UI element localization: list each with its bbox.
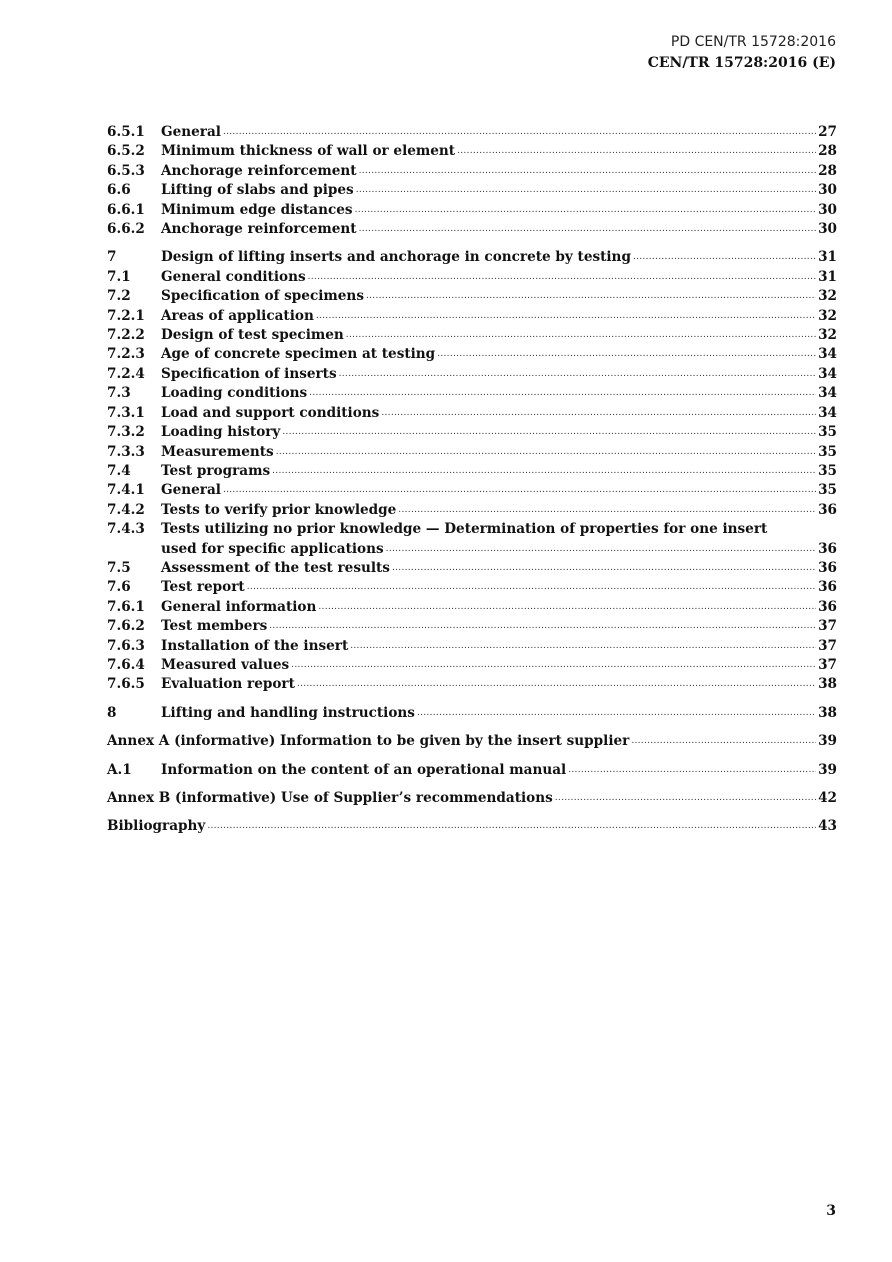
toc-title: Loading conditions: [161, 385, 308, 402]
toc-page: 34: [818, 346, 837, 363]
toc-entry-7-3[interactable]: [107, 384, 837, 403]
toc-page: 28: [818, 162, 837, 179]
toc-leader: [457, 142, 816, 161]
toc-number: 7.6: [107, 579, 131, 596]
toc-leader: [346, 326, 816, 345]
toc-number: 6.5.2: [107, 143, 145, 160]
toc-title: Assessment of the test results: [161, 559, 390, 576]
toc-entry-a-1[interactable]: [107, 761, 837, 780]
table-of-contents: [107, 123, 837, 837]
toc-leader: [398, 501, 816, 520]
toc-title: Specification of specimens: [161, 288, 364, 305]
toc-title: General: [161, 482, 221, 499]
toc-number: 7.2.4: [107, 365, 145, 382]
toc-leader: [392, 559, 816, 578]
toc-number: 7.2: [107, 288, 131, 305]
toc-entry-6-5-1[interactable]: [107, 123, 837, 142]
toc-number: 7.6.3: [107, 637, 145, 654]
toc-leader: [247, 578, 816, 597]
toc-page: 42: [818, 790, 837, 806]
toc-title: Design of lifting inserts and anchorage in concrete by testing: [161, 249, 631, 266]
toc-page: 31: [818, 249, 837, 266]
toc-title: Evaluation report: [161, 676, 295, 693]
toc-number: 7.1: [107, 268, 131, 285]
toc-title: Lifting of slabs and pipes: [161, 182, 354, 199]
toc-entry-7-5[interactable]: [107, 559, 837, 578]
toc-entry-6-5-2[interactable]: [107, 142, 837, 161]
toc-title: Bibliography: [107, 818, 206, 835]
toc-entry-6-6[interactable]: [107, 181, 837, 200]
toc-page: 30: [818, 182, 837, 199]
toc-title: Specification of inserts: [161, 365, 337, 382]
toc-page: 36: [818, 540, 837, 557]
toc-title: Installation of the insert: [161, 637, 349, 654]
toc-number: 6.6.1: [107, 201, 145, 218]
toc-page: 37: [818, 637, 837, 654]
toc-leader: [318, 598, 816, 617]
toc-entry-7-6-5[interactable]: [107, 675, 837, 694]
toc-entry-7-6-3[interactable]: [107, 637, 837, 656]
toc-page: 39: [818, 733, 837, 750]
toc-page: 35: [818, 424, 837, 441]
toc-entry-7-1[interactable]: [107, 268, 837, 287]
toc-number: 7.2.1: [107, 307, 145, 324]
toc-leader: [223, 481, 816, 500]
toc-page: 43: [818, 818, 837, 835]
toc-entry-annex-b[interactable]: [107, 789, 837, 808]
toc-page: 35: [818, 482, 837, 499]
toc-entry-7-3-3[interactable]: [107, 443, 837, 462]
toc-number: 7.6.5: [107, 676, 145, 693]
toc-leader: [366, 287, 816, 306]
toc-number: 7.4.1: [107, 482, 145, 499]
toc-entry-bibliography[interactable]: [107, 817, 837, 836]
toc-leader: [359, 162, 816, 181]
toc-entry-7-6-4[interactable]: [107, 656, 837, 675]
toc-page: 35: [818, 443, 837, 460]
toc-leader: [631, 732, 816, 751]
toc-title: Age of concrete specimen at testing: [161, 346, 436, 363]
toc-entry-7-4-1[interactable]: [107, 481, 837, 500]
toc-title: Loading history: [161, 424, 281, 441]
toc-entry-7-6[interactable]: [107, 578, 837, 597]
toc-number: 7: [107, 249, 117, 266]
toc-page: 32: [818, 288, 837, 305]
header-document-code: CEN/TR 15728:2016 (E): [647, 55, 836, 71]
toc-leader: [207, 817, 816, 836]
toc-entry-annex-a[interactable]: [107, 732, 837, 751]
toc-page: 34: [818, 365, 837, 382]
toc-page: 39: [818, 761, 837, 778]
toc-leader: [356, 181, 816, 200]
toc-leader: [272, 462, 816, 481]
toc-title: Annex B (informative) Use of Supplier’s recommendations: [107, 790, 553, 806]
toc-number: 7.6.2: [107, 618, 145, 635]
toc-entry-7-6-2[interactable]: [107, 617, 837, 636]
toc-entry-7-6-1[interactable]: [107, 598, 837, 617]
toc-leader: [291, 656, 816, 675]
toc-leader: [297, 675, 816, 694]
toc-title: Measured values: [161, 656, 290, 673]
toc-title: Minimum edge distances: [161, 201, 353, 218]
toc-title: Anchorage reinforcement: [161, 162, 357, 179]
toc-page: 31: [818, 268, 837, 285]
toc-number: 7.4: [107, 462, 131, 479]
toc-entry-7-2-3[interactable]: [107, 345, 837, 364]
toc-leader: [568, 761, 816, 780]
toc-number: 7.6.1: [107, 598, 145, 615]
toc-title: Load and support conditions: [161, 404, 380, 421]
toc-number: 7.5: [107, 559, 131, 576]
toc-leader: [282, 423, 816, 442]
toc-number: 8: [107, 704, 117, 721]
toc-number: A.1: [107, 761, 132, 778]
toc-leader: [276, 443, 816, 462]
toc-leader: [316, 307, 816, 326]
page-number: 3: [826, 1203, 836, 1219]
toc-title: Measurements: [161, 443, 274, 460]
toc-leader: [359, 220, 816, 239]
toc-entry-7-4-3-continued[interactable]: [107, 540, 837, 559]
toc-page: 38: [818, 704, 837, 721]
toc-entry-7-4[interactable]: [107, 462, 837, 481]
toc-number: 6.6: [107, 182, 131, 199]
toc-leader: [437, 345, 816, 364]
toc-number: 6.5.1: [107, 124, 145, 140]
toc-number: 7.2.3: [107, 346, 145, 363]
toc-leader: [417, 704, 816, 723]
toc-leader: [350, 637, 816, 656]
toc-entry-7[interactable]: [107, 248, 837, 267]
toc-entry-7-2-4[interactable]: [107, 365, 837, 384]
toc-entry-7-4-2[interactable]: [107, 501, 837, 520]
toc-page: 30: [818, 221, 837, 238]
toc-page: 35: [818, 462, 837, 479]
toc-leader: [223, 123, 816, 142]
toc-page: 36: [818, 579, 837, 596]
toc-title: Test programs: [161, 462, 271, 479]
toc-page: 30: [818, 201, 837, 218]
toc-page: 34: [818, 385, 837, 402]
toc-title: Lifting and handling instructions: [161, 704, 415, 721]
toc-title: General conditions: [161, 268, 306, 285]
toc-leader: [386, 540, 816, 559]
toc-leader: [339, 365, 816, 384]
toc-page: 37: [818, 656, 837, 673]
toc-title: Tests utilizing no prior knowledge — Determination of properties for one insert: [161, 521, 768, 538]
toc-title: Test members: [161, 618, 268, 635]
toc-title: Minimum thickness of wall or element: [161, 143, 456, 160]
toc-number: 7.3: [107, 385, 131, 402]
toc-page: 36: [818, 598, 837, 615]
toc-leader: [269, 617, 816, 636]
toc-page: 36: [818, 559, 837, 576]
toc-title: General: [161, 124, 221, 140]
toc-number: 7.4.3: [107, 521, 145, 538]
toc-page: 37: [818, 618, 837, 635]
toc-number: 6.5.3: [107, 162, 145, 179]
toc-leader: [633, 248, 816, 267]
toc-number: 7.3.1: [107, 404, 145, 421]
toc-entry-7-2[interactable]: [107, 287, 837, 306]
toc-entry-7-2-2[interactable]: [107, 326, 837, 345]
toc-leader: [381, 404, 816, 423]
toc-entry-6-5-3[interactable]: [107, 162, 837, 181]
toc-leader: [355, 201, 816, 220]
toc-title: Test report: [161, 579, 245, 596]
toc-title: Areas of application: [161, 307, 314, 324]
toc-title: Design of test specimen: [161, 327, 344, 344]
toc-number: 7.3.2: [107, 424, 145, 441]
toc-entry-6-6-1[interactable]: [107, 201, 837, 220]
toc-number: 6.6.2: [107, 221, 145, 238]
header-document-id: PD CEN/TR 15728:2016: [670, 34, 836, 50]
toc-number: 7.6.4: [107, 656, 145, 673]
toc-page: 32: [818, 307, 837, 324]
toc-page: 28: [818, 143, 837, 160]
toc-title: Annex A (informative) Information to be given by the insert supplier: [107, 733, 630, 750]
toc-page: 32: [818, 327, 837, 344]
toc-entry-7-4-3[interactable]: [107, 520, 837, 539]
toc-leader: [555, 789, 816, 808]
toc-entry-8[interactable]: [107, 704, 837, 723]
page-header: [648, 33, 836, 73]
toc-number: 7.3.3: [107, 443, 145, 460]
toc-leader: [308, 268, 816, 287]
toc-title: General information: [161, 598, 317, 615]
toc-number: 7.2.2: [107, 327, 145, 344]
toc-title: Tests to verify prior knowledge: [161, 501, 397, 518]
toc-leader: [309, 384, 816, 403]
toc-entry-7-3-1[interactable]: [107, 404, 837, 423]
toc-page: 27: [818, 124, 837, 140]
toc-title: Anchorage reinforcement: [161, 221, 357, 238]
toc-title: Information on the content of an operational manual: [161, 761, 567, 778]
toc-page: 38: [818, 676, 837, 693]
toc-number: 7.4.2: [107, 501, 145, 518]
toc-entry-7-2-1[interactable]: [107, 307, 837, 326]
toc-entry-7-3-2[interactable]: [107, 423, 837, 442]
toc-page: 34: [818, 404, 837, 421]
toc-entry-6-6-2[interactable]: [107, 220, 837, 239]
toc-page: 36: [818, 501, 837, 518]
toc-title-continued: used for specific applications: [161, 540, 384, 557]
